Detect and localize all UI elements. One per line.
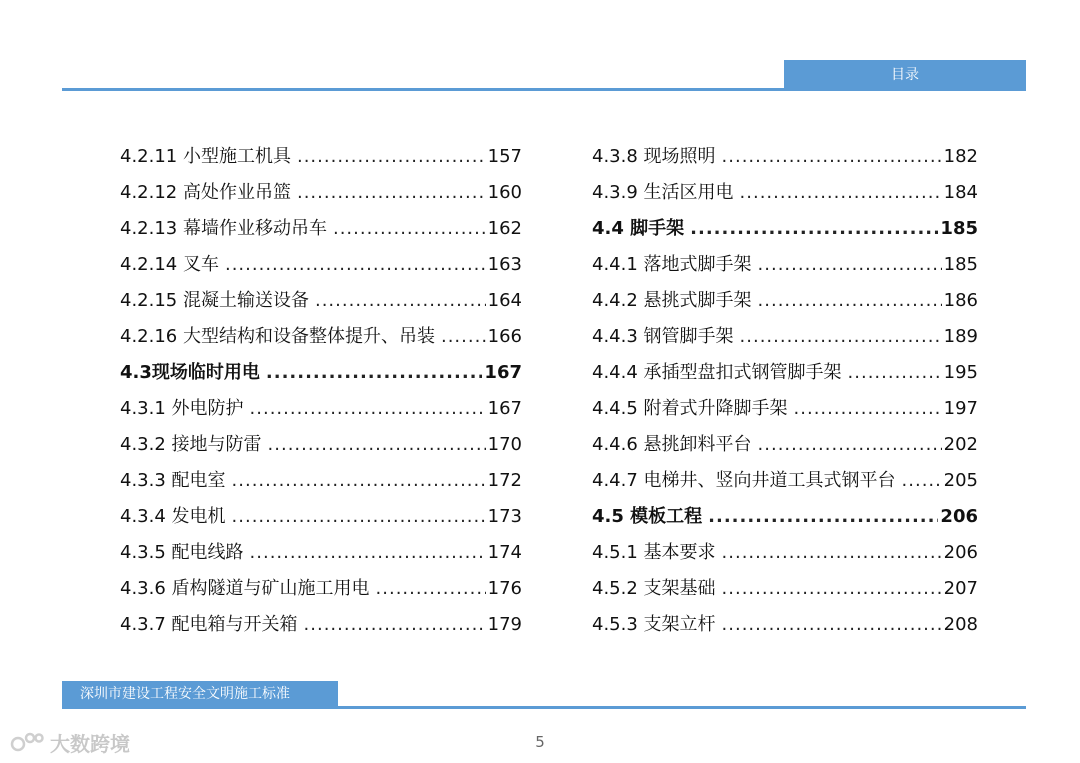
toc-entry[interactable] bbox=[120, 247, 522, 283]
toc-dot-leader bbox=[740, 319, 942, 355]
toc-dot-leader bbox=[902, 463, 942, 499]
header-section-tab: 目录 bbox=[784, 60, 1026, 90]
toc-entry[interactable] bbox=[592, 427, 978, 463]
toc-entry[interactable] bbox=[592, 319, 978, 355]
toc-dot-leader bbox=[441, 319, 486, 355]
toc-entry-page: 205 bbox=[943, 470, 978, 491]
toc-entry-page: 202 bbox=[943, 434, 978, 455]
toc-entry-page: 195 bbox=[943, 362, 978, 383]
watermark bbox=[10, 727, 130, 757]
toc-dot-leader bbox=[722, 571, 942, 607]
toc-entry[interactable] bbox=[592, 571, 978, 607]
toc-entry-page: 185 bbox=[943, 254, 978, 275]
toc-entry-title: 4.3.7 配电箱与开关箱 bbox=[120, 614, 298, 635]
toc-dot-leader bbox=[376, 571, 486, 607]
watermark-text: 大数跨境 bbox=[50, 731, 130, 756]
toc-dot-leader bbox=[297, 139, 486, 175]
toc-dot-leader bbox=[848, 355, 942, 391]
toc-entry-title: 4.3.8 现场照明 bbox=[592, 146, 716, 167]
toc-dot-leader bbox=[315, 283, 486, 319]
toc-dot-leader bbox=[708, 499, 938, 535]
toc-entry[interactable] bbox=[120, 283, 522, 319]
toc-dot-leader bbox=[266, 355, 483, 391]
toc-entry[interactable] bbox=[120, 607, 522, 643]
toc-dot-leader bbox=[250, 535, 486, 571]
toc-dot-leader bbox=[268, 427, 486, 463]
toc-entry[interactable] bbox=[120, 139, 522, 175]
toc-dot-leader bbox=[232, 499, 486, 535]
toc-entry[interactable] bbox=[592, 499, 978, 535]
toc-entry-page: 164 bbox=[487, 290, 522, 311]
toc-entry[interactable] bbox=[120, 211, 522, 247]
toc-entry-title: 4.5.2 支架基础 bbox=[592, 578, 716, 599]
toc-entry-title: 4.2.16 大型结构和设备整体提升、吊装 bbox=[120, 326, 435, 347]
toc-entry-page: 173 bbox=[487, 506, 522, 527]
toc-entry[interactable] bbox=[592, 211, 978, 247]
toc-entry[interactable] bbox=[120, 355, 522, 391]
toc-dot-leader bbox=[722, 535, 942, 571]
toc-entry[interactable] bbox=[120, 427, 522, 463]
toc-dot-leader bbox=[690, 211, 938, 247]
toc-entry-title: 4.2.12 高处作业吊篮 bbox=[120, 182, 291, 203]
toc-entry[interactable] bbox=[120, 499, 522, 535]
toc-entry-page: 167 bbox=[484, 362, 522, 383]
toc-entry-page: 162 bbox=[487, 218, 522, 239]
footer-document-title: 深圳市建设工程安全文明施工标准 bbox=[62, 681, 338, 707]
toc-entry-page: 163 bbox=[487, 254, 522, 275]
toc-entry-page: 166 bbox=[487, 326, 522, 347]
toc-dot-leader bbox=[758, 247, 942, 283]
toc-entry-title: 4.4 脚手架 bbox=[592, 218, 685, 239]
toc-entry-page: 186 bbox=[943, 290, 978, 311]
toc-dot-leader bbox=[758, 283, 942, 319]
toc-entry[interactable] bbox=[120, 463, 522, 499]
toc-dot-leader bbox=[794, 391, 942, 427]
toc-entry-title: 4.4.4 承插型盘扣式钢管脚手架 bbox=[592, 362, 842, 383]
toc-entry-title: 4.5 模板工程 bbox=[592, 506, 703, 527]
toc-entry[interactable] bbox=[592, 283, 978, 319]
toc-entry-page: 182 bbox=[943, 146, 978, 167]
toc-dot-leader bbox=[225, 247, 486, 283]
toc-dot-leader bbox=[232, 463, 486, 499]
footer-rule bbox=[62, 706, 1026, 709]
toc-entry-page: 176 bbox=[487, 578, 522, 599]
toc-dot-leader bbox=[304, 607, 486, 643]
watermark-logo-icon bbox=[10, 730, 44, 754]
toc-dot-leader bbox=[297, 175, 486, 211]
toc-entry[interactable] bbox=[592, 175, 978, 211]
toc-entry-page: 185 bbox=[940, 218, 978, 239]
toc-entry[interactable] bbox=[120, 175, 522, 211]
toc-entry[interactable] bbox=[592, 139, 978, 175]
toc-entry-title: 4.3.1 外电防护 bbox=[120, 398, 244, 419]
toc-left-column bbox=[120, 139, 522, 643]
toc-dot-leader bbox=[333, 211, 486, 247]
toc-entry-title: 4.4.3 钢管脚手架 bbox=[592, 326, 734, 347]
toc-entry[interactable] bbox=[592, 535, 978, 571]
toc-entry-title: 4.3.4 发电机 bbox=[120, 506, 226, 527]
toc-entry[interactable] bbox=[592, 463, 978, 499]
toc-dot-leader bbox=[722, 139, 942, 175]
toc-entry-title: 4.4.2 悬挑式脚手架 bbox=[592, 290, 752, 311]
toc-entry-title: 4.4.7 电梯井、竖向井道工具式钢平台 bbox=[592, 470, 896, 491]
toc-entry-page: 167 bbox=[487, 398, 522, 419]
toc-entry[interactable] bbox=[592, 391, 978, 427]
toc-dot-leader bbox=[250, 391, 486, 427]
toc-entry-page: 207 bbox=[943, 578, 978, 599]
toc-entry[interactable] bbox=[120, 535, 522, 571]
toc-entry[interactable] bbox=[592, 607, 978, 643]
toc-entry-page: 172 bbox=[487, 470, 522, 491]
toc-entry-title: 4.3.5 配电线路 bbox=[120, 542, 244, 563]
toc-entry-page: 170 bbox=[487, 434, 522, 455]
toc-entry-title: 4.3现场临时用电 bbox=[120, 362, 260, 383]
toc-right-column bbox=[592, 139, 978, 643]
toc-dot-leader bbox=[758, 427, 942, 463]
toc-entry-page: 197 bbox=[943, 398, 978, 419]
toc-entry-page: 206 bbox=[940, 506, 978, 527]
toc-entry-page: 208 bbox=[943, 614, 978, 635]
toc-dot-leader bbox=[740, 175, 942, 211]
toc-entry-title: 4.3.3 配电室 bbox=[120, 470, 226, 491]
toc-entry[interactable] bbox=[592, 355, 978, 391]
toc-entry-page: 179 bbox=[487, 614, 522, 635]
toc-entry-page: 206 bbox=[943, 542, 978, 563]
toc-entry-title: 4.4.6 悬挑卸料平台 bbox=[592, 434, 752, 455]
toc-entry[interactable] bbox=[120, 571, 522, 607]
toc-entry-title: 4.4.5 附着式升降脚手架 bbox=[592, 398, 788, 419]
toc-entry-title: 4.3.2 接地与防雷 bbox=[120, 434, 262, 455]
toc-entry-title: 4.3.9 生活区用电 bbox=[592, 182, 734, 203]
toc-entry-title: 4.3.6 盾构隧道与矿山施工用电 bbox=[120, 578, 370, 599]
toc-entry-page: 160 bbox=[487, 182, 522, 203]
toc-entry[interactable] bbox=[592, 247, 978, 283]
toc-entry-page: 189 bbox=[943, 326, 978, 347]
toc-entry-page: 174 bbox=[487, 542, 522, 563]
toc-entry[interactable] bbox=[120, 391, 522, 427]
toc-entry-title: 4.5.3 支架立杆 bbox=[592, 614, 716, 635]
toc-entry-title: 4.2.11 小型施工机具 bbox=[120, 146, 291, 167]
page-number: 5 bbox=[535, 733, 545, 751]
toc-entry-title: 4.5.1 基本要求 bbox=[592, 542, 716, 563]
toc-entry-title: 4.2.13 幕墙作业移动吊车 bbox=[120, 218, 327, 239]
toc-entry-title: 4.4.1 落地式脚手架 bbox=[592, 254, 752, 275]
toc-entry-page: 184 bbox=[943, 182, 978, 203]
toc-entry-title: 4.2.15 混凝土输送设备 bbox=[120, 290, 309, 311]
toc-dot-leader bbox=[722, 607, 942, 643]
toc-entry[interactable] bbox=[120, 319, 522, 355]
toc-entry-title: 4.2.14 叉车 bbox=[120, 254, 219, 275]
toc-entry-page: 157 bbox=[487, 146, 522, 167]
